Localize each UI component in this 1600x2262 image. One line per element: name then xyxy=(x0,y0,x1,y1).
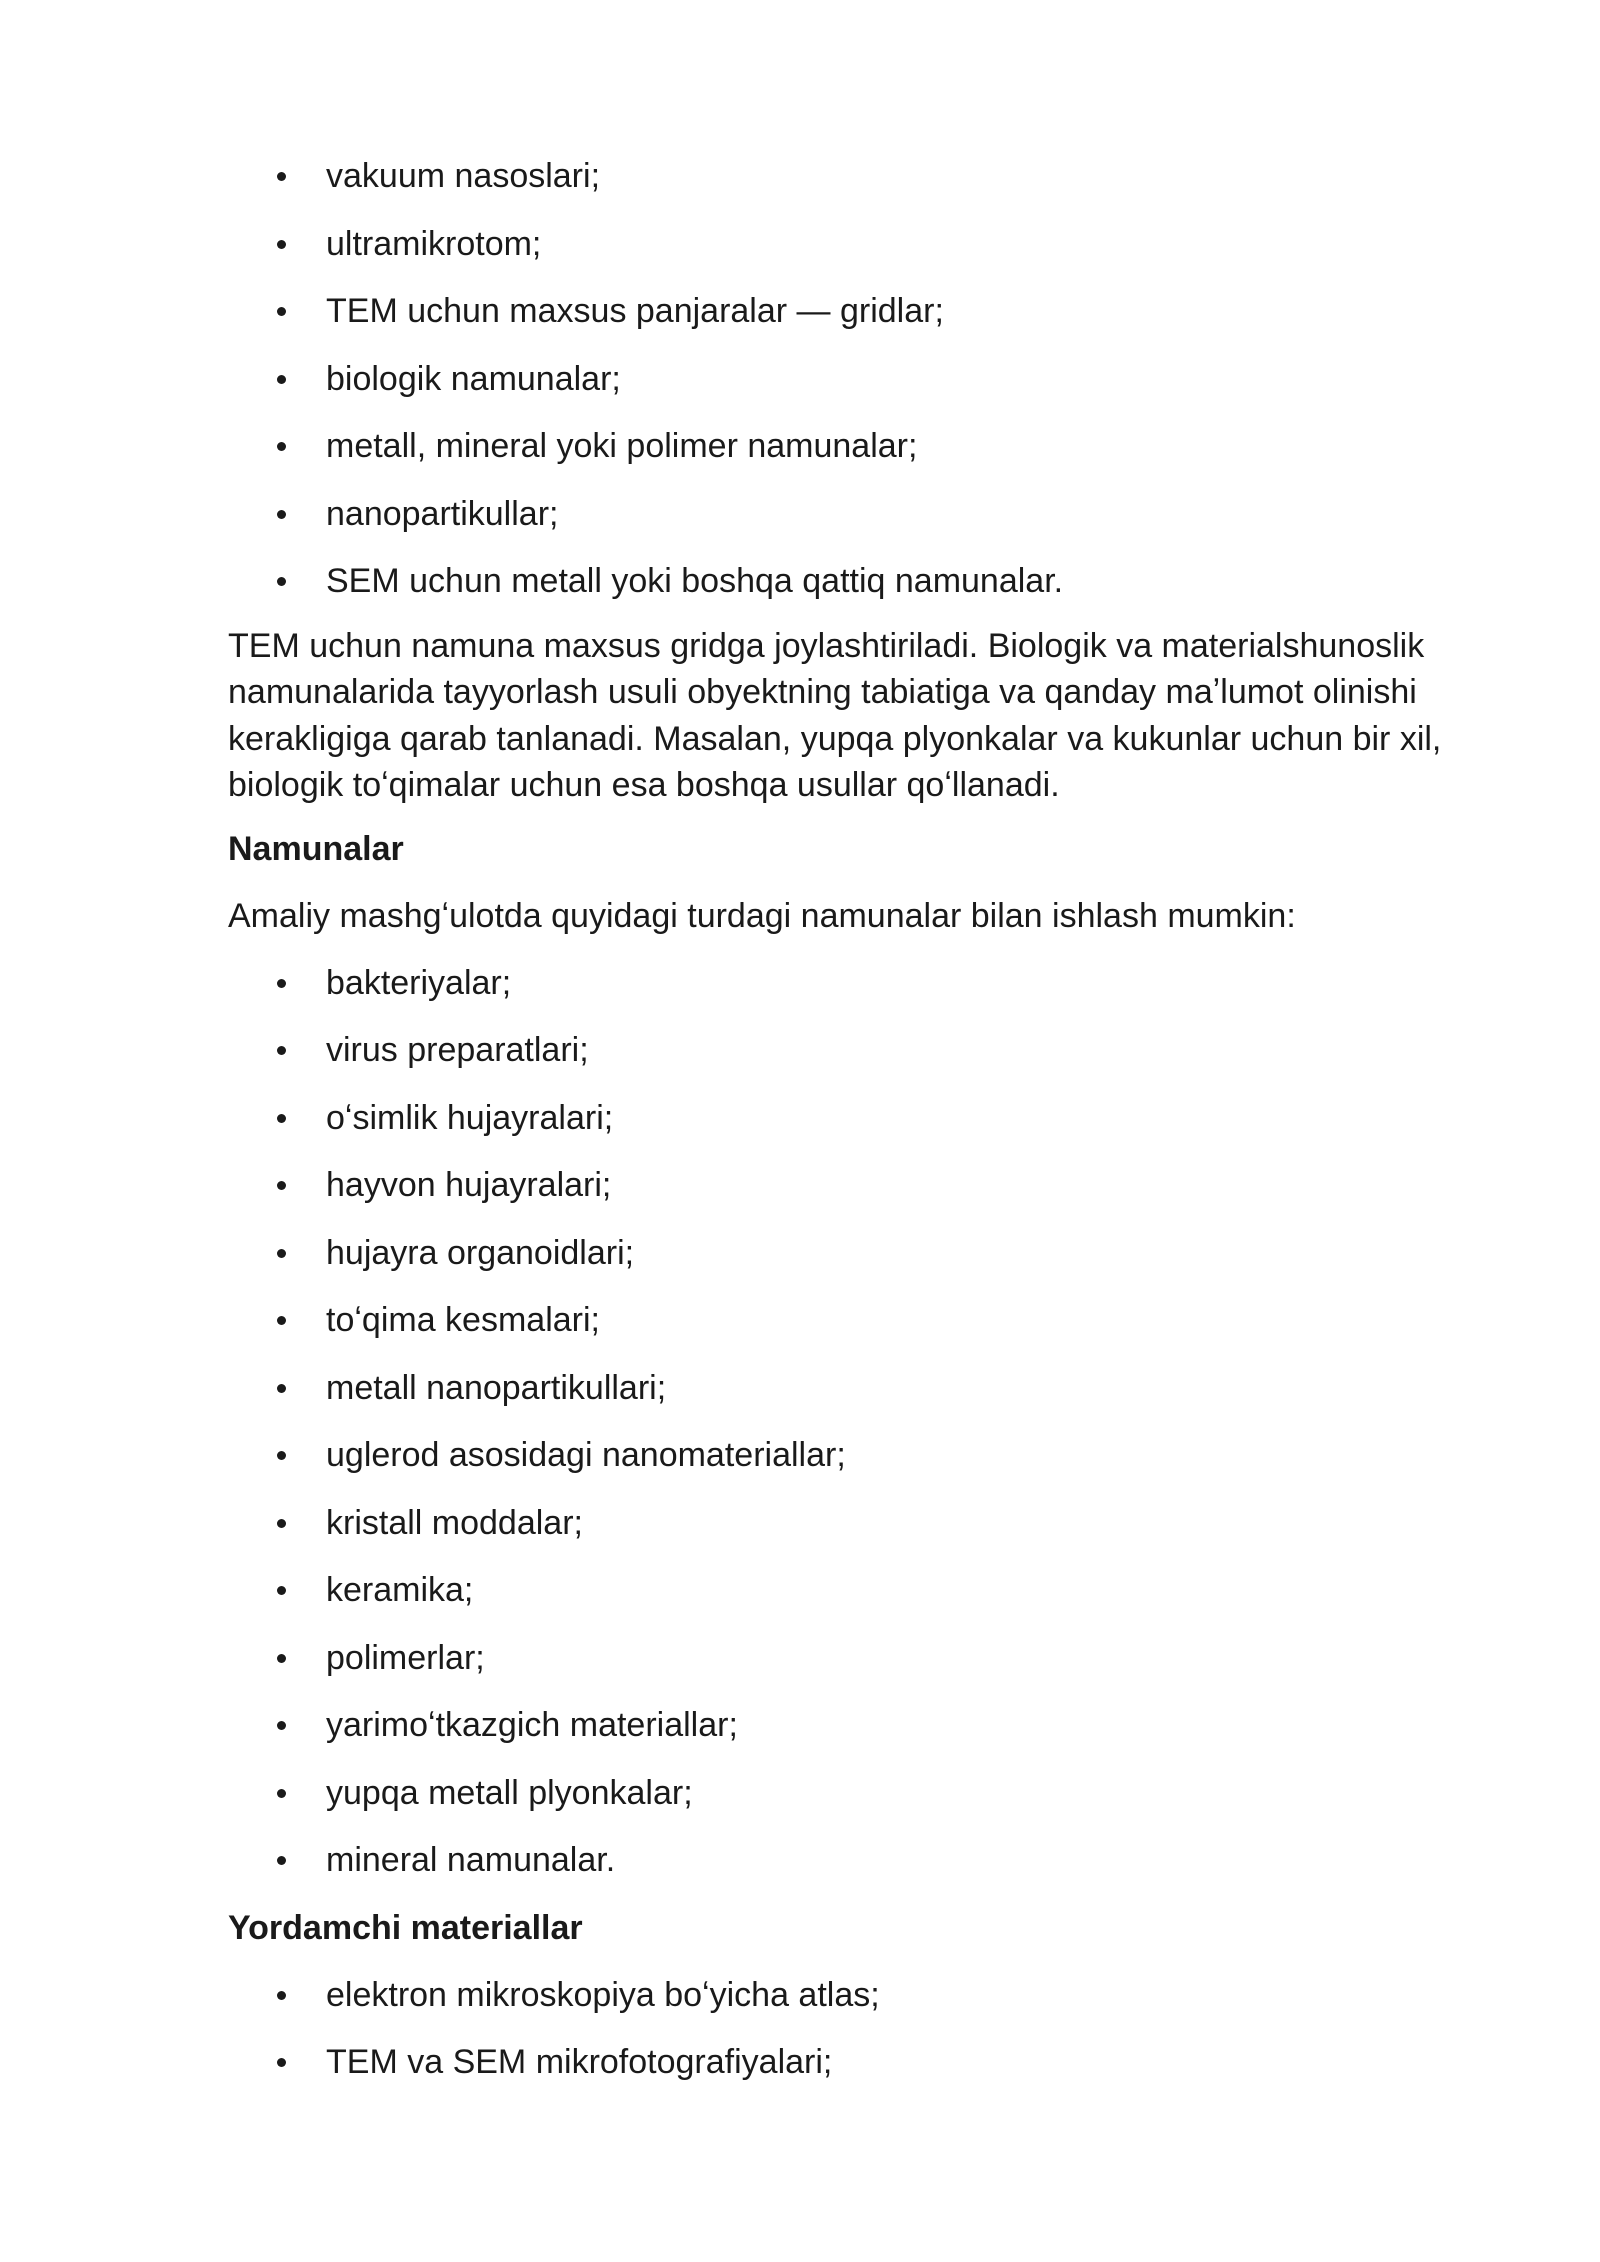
list-item: toʻqima kesmalari; xyxy=(228,1294,1468,1362)
bullet-icon xyxy=(277,1316,286,1325)
page-content xyxy=(228,150,1468,2104)
bullet-icon xyxy=(277,240,286,249)
list-item: yupqa metall plyonkalar; xyxy=(228,1767,1468,1835)
samples-list xyxy=(228,957,1468,1902)
bullet-icon xyxy=(277,577,286,586)
bullet-icon xyxy=(277,1654,286,1663)
bullet-icon xyxy=(277,1114,286,1123)
bullet-icon xyxy=(277,1451,286,1460)
bullet-icon xyxy=(277,1856,286,1865)
bullet-icon xyxy=(277,1181,286,1190)
list-item: kristall moddalar; xyxy=(228,1497,1468,1565)
bullet-icon xyxy=(277,1046,286,1055)
bullet-icon xyxy=(277,1249,286,1258)
list-item: mineral namunalar. xyxy=(228,1834,1468,1902)
auxiliary-materials-list xyxy=(228,1969,1468,2104)
bullet-icon xyxy=(277,1519,286,1528)
list-item: oʻsimlik hujayralari; xyxy=(228,1092,1468,1160)
bullet-icon xyxy=(277,172,286,181)
list-item: virus preparatlari; xyxy=(228,1024,1468,1092)
equipment-list xyxy=(228,150,1468,623)
bullet-icon xyxy=(277,307,286,316)
list-item: yarimoʻtkazgich materiallar; xyxy=(228,1699,1468,1767)
list-item: biologik namunalar; xyxy=(228,353,1468,421)
bullet-icon xyxy=(277,442,286,451)
list-item: polimerlar; xyxy=(228,1632,1468,1700)
list-item: hayvon hujayralari; xyxy=(228,1159,1468,1227)
bullet-icon xyxy=(277,1789,286,1798)
list-item: elektron mikroskopiya boʻyicha atlas; xyxy=(228,1969,1468,2037)
bullet-icon xyxy=(277,1586,286,1595)
bullet-icon xyxy=(277,979,286,988)
list-item: metall, mineral yoki polimer namunalar; xyxy=(228,420,1468,488)
bullet-icon xyxy=(277,2058,286,2067)
list-item: nanopartikullar; xyxy=(228,488,1468,556)
bullet-icon xyxy=(277,1384,286,1393)
list-item: metall nanopartikullari; xyxy=(228,1362,1468,1430)
body-paragraph: TEM uchun namuna maxsus gridga joylashtiriladi. Biologik va materialshunoslik namunalarida tayyorlash usuli obyektning tabiatiga va qanday maʼlumot olinishi kerakligiga qarab tanlanadi. Masalan, yupqa plyonkalar va kukunlar uchun bir xil, biologik toʻqimalar uchun esa boshqa usullar qoʻllanadi. xyxy=(228,626,1442,804)
list-item: keramika; xyxy=(228,1564,1468,1632)
bullet-icon xyxy=(277,375,286,384)
bullet-icon xyxy=(277,1721,286,1730)
list-item: hujayra organoidlari; xyxy=(228,1227,1468,1295)
list-item: TEM va SEM mikrofotografiyalari; xyxy=(228,2036,1468,2104)
list-item: bakteriyalar; xyxy=(228,957,1468,1025)
bullet-icon xyxy=(277,1991,286,2000)
list-item: vakuum nasoslari; xyxy=(228,150,1468,218)
list-item: uglerod asosidagi nanomateriallar; xyxy=(228,1429,1468,1497)
list-item: SEM uchun metall yoki boshqa qattiq namunalar. xyxy=(228,555,1468,623)
section-intro: Amaliy mashgʻulotda quyidagi turdagi namunalar bilan ishlash mumkin: xyxy=(228,896,1296,935)
section-heading-yordamchi: Yordamchi materiallar xyxy=(228,1908,583,1947)
list-item: TEM uchun maxsus panjaralar — gridlar; xyxy=(228,285,1468,353)
list-item: ultramikrotom; xyxy=(228,218,1468,286)
section-heading-namunalar: Namunalar xyxy=(228,829,404,868)
bullet-icon xyxy=(277,510,286,519)
